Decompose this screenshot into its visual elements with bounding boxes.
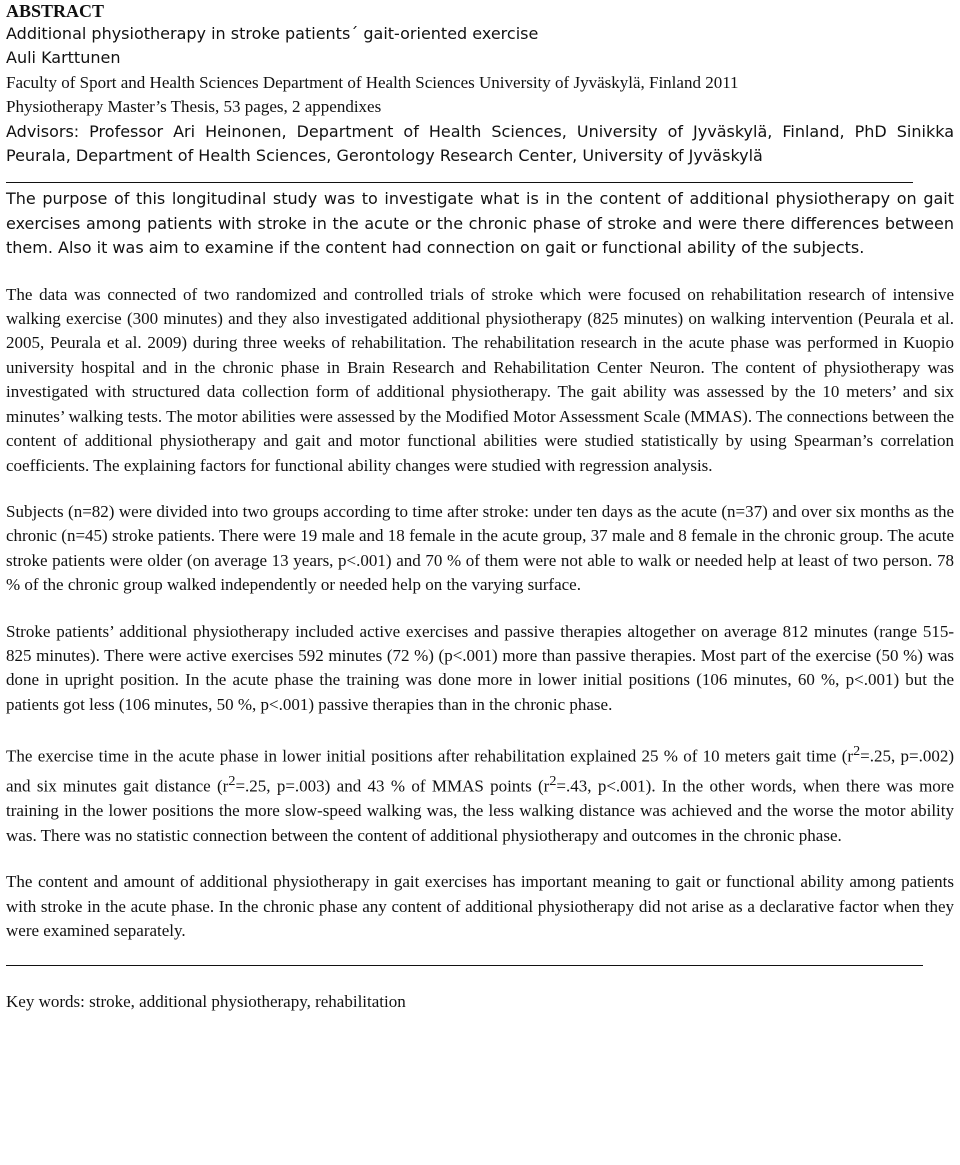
results-text-b: =.25, p=.002) and six minutes gait distance (r [6, 746, 954, 796]
abstract-heading: ABSTRACT [6, 1, 105, 21]
results-text-d: =.43, p<.001). In the other words, when there was more training in the lower positions the more slow-speed walking was, the less walking distance was achieved and the worse the motor ability was. There was no statistic connection between the content of additional physiotherapy and outcomes in the chronic phase. [6, 776, 955, 845]
superscript-3: 2 [549, 773, 557, 790]
thesis-author: Auli Karttunen [6, 48, 121, 68]
results-text-a: The exercise time in the acute phase in lower initial positions after rehabilitation explained 25 % of 10 meters gait time (r [6, 746, 854, 766]
paragraph-data: The data was connected of two randomized and controlled trials of stroke which were focused on rehabilitation research of intensive walking exercise (300 minutes) and they also investigated additional physiotherapy (825 minutes) on walking intervention (Peurala et al. 2005, Peurala et al. 2009) during three weeks of rehabilitation. The rehabilitation research in the acute phase was performed in Kuopio university hospital and in the chronic phase in Brain Research and Rehabilitation Center Neuron. The content of physiotherapy was investigated with structured data collection form of additional physiotherapy. The gait ability was assessed by the 10 meters’ and six minutes’ walking tests. The motor abilities were assessed by the Modified Motor Assessment Scale (MMAS). The connections between the content of additional physiotherapy and gait and motor functional abilities were studied statistically by using Spearman’s correlation coefficients. The explaining factors for functional ability changes were studied with regression analysis. [6, 284, 954, 475]
thesis-faculty: Faculty of Sport and Health Sciences Department of Health Sciences University of Jyväskylä, Finland 2011 [6, 72, 739, 92]
thesis-metadata [6, 22, 954, 168]
results-text-c: =.25, p=.003) and 43 % of MMAS points (r [235, 776, 550, 796]
thesis-type: Physiotherapy Master’s Thesis, 53 pages, 2 appendixes [6, 97, 382, 117]
divider-bottom [6, 965, 923, 966]
thesis-advisors: Advisors: Professor Ari Heinonen, Department of Health Sciences, University of Jyväskylä, Finland, PhD Sinikka Peurala, Department of Health Sciences, Gerontology Research Center, University of Jyväskylä [6, 121, 954, 166]
paragraph-conclusion: The content and amount of additional physiotherapy in gait exercises has important meaning to gait or functional ability among patients with stroke in the acute phase. In the chronic phase any content of additional physiotherapy did not arise as a declarative factor when they were examined separately. [6, 872, 954, 940]
keywords: Key words: stroke, additional physiotherapy, rehabilitation [6, 992, 406, 1012]
divider-top [6, 182, 913, 183]
paragraph-physiotherapy: Stroke patients’ additional physiotherapy included active exercises and passive therapies altogether on average 812 minutes (range 515-825 minutes). There were active exercises 592 minutes (72 %) (p<.001) more than passive therapies. Most part of the exercise (50 %) was done in upright position. In the acute phase the training was done more in lower initial positions (106 minutes, 60 %, p<.001) but the patients got less (106 minutes, 50 %, p<.001) passive therapies than in the chronic phase. [6, 621, 954, 714]
paragraph-purpose: The purpose of this longitudinal study was to investigate what is in the content of additional physiotherapy on gait exercises among patients with stroke in the acute or the chronic phase of stroke and were there differences between them. Also it was aim to examine if the content had connection on gait or functional ability of the subjects. [6, 189, 954, 258]
superscript-2: 2 [228, 773, 236, 790]
paragraph-results [6, 739, 954, 848]
superscript-1: 2 [853, 743, 861, 760]
thesis-title: Additional physiotherapy in stroke patients´ gait-oriented exercise [6, 24, 539, 43]
paragraph-subjects: Subjects (n=82) were divided into two groups according to time after stroke: under ten days as the acute (n=37) and over six months as the chronic (n=45) stroke patients. There were 19 male and 18 female in the acute group, 37 male and 8 female in the chronic group. The acute stroke patients were older (on average 13 years, p<.001) and 70 % of them were not able to walk or needed help at least of two person. 78 % of the chronic group walked independently or needed help on the varying surface. [6, 501, 954, 595]
